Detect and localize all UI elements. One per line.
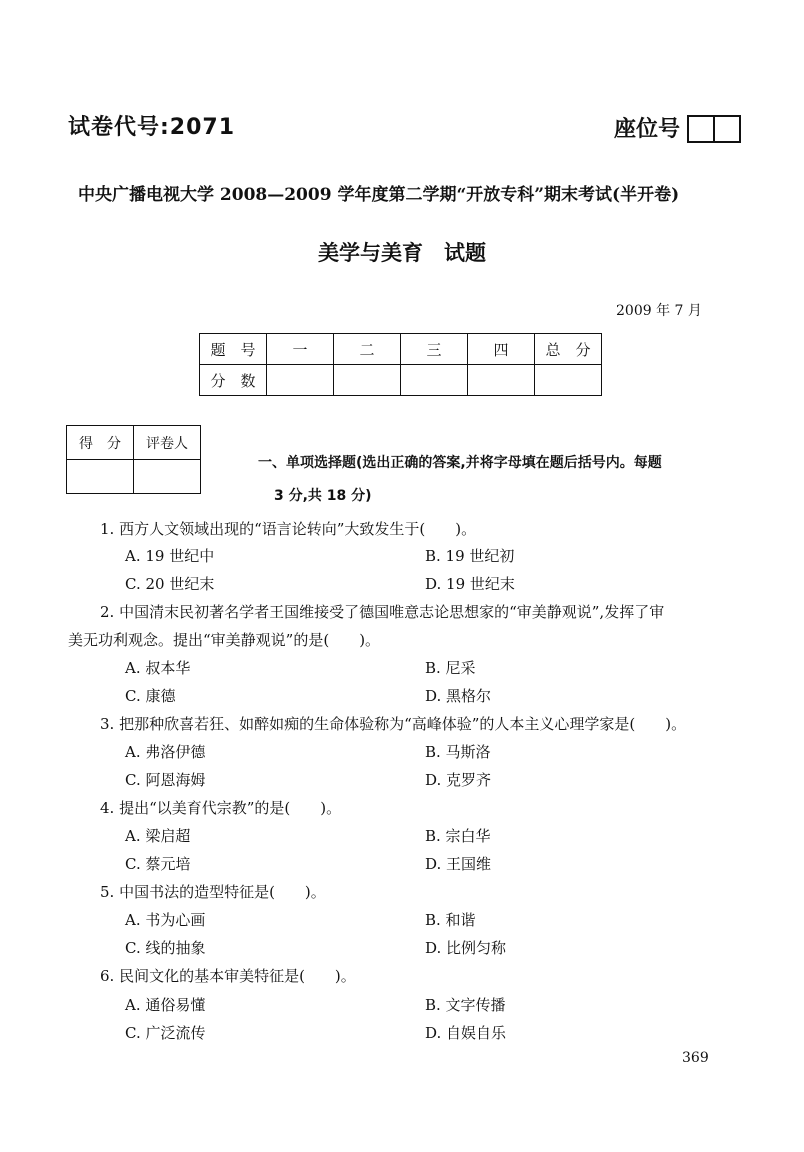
question-3-option-a: A. 弗洛伊德 <box>125 743 206 761</box>
score-header-cell: 题 号 <box>200 334 267 365</box>
question-5-option-a: A. 书为心画 <box>125 911 206 929</box>
question-2-text-line-1: 2. 中国清末民初著名学者王国维接受了德国唯意志论思想家的“审美静观说”,发挥了审 <box>100 603 665 621</box>
grader-blank-cell <box>134 460 201 494</box>
question-1-option-c: C. 20 世纪末 <box>125 575 215 593</box>
score-blank-cell <box>468 365 535 396</box>
question-6-text: 6. 民间文化的基本审美特征是( )。 <box>100 967 356 985</box>
grader-name-header: 评卷人 <box>134 426 201 460</box>
question-4-option-c: C. 蔡元培 <box>125 855 191 873</box>
question-6-option-c: C. 广泛流传 <box>125 1024 206 1042</box>
exam-description: 中央广播电视大学 2008—2009 学年度第二学期“开放专科”期末考试(半开卷) <box>78 185 680 205</box>
score-header-cell: 二 <box>334 334 401 365</box>
page-number: 369 <box>682 1050 709 1066</box>
question-3-option-b: B. 马斯洛 <box>425 743 491 761</box>
score-row-label: 分 数 <box>200 365 267 396</box>
question-5-option-b: B. 和谐 <box>425 911 476 929</box>
question-1-option-d: D. 19 世纪末 <box>425 575 515 593</box>
section-heading-line-1: 一、单项选择题(选出正确的答案,并将字母填在题后括号内。每题 <box>258 455 662 471</box>
grader-blank-row <box>67 460 201 494</box>
score-header-cell: 三 <box>401 334 468 365</box>
grader-score-header: 得 分 <box>67 426 134 460</box>
question-3-text: 3. 把那种欣喜若狂、如醉如痴的生命体验称为“高峰体验”的人本主义心理学家是( )。 <box>100 715 687 733</box>
grader-header-row <box>67 426 201 460</box>
score-header-cell: 四 <box>468 334 535 365</box>
score-blank-cell <box>401 365 468 396</box>
seat-box-1 <box>687 115 715 143</box>
score-blank-cell <box>267 365 334 396</box>
exam-title: 美学与美育 试题 <box>318 241 486 265</box>
exam-date: 2009 年 7 月 <box>616 303 702 319</box>
question-3-option-c: C. 阿恩海姆 <box>125 771 206 789</box>
question-5-option-d: D. 比例匀称 <box>425 939 507 957</box>
seat-box-2 <box>713 115 741 143</box>
question-2-option-b: B. 尼采 <box>425 659 476 677</box>
question-4-option-b: B. 宗白华 <box>425 827 491 845</box>
section-heading-line-2: 3 分,共 18 分) <box>274 488 372 504</box>
question-5-option-c: C. 线的抽象 <box>125 939 206 957</box>
score-blank-cell <box>535 365 602 396</box>
score-header-cell: 总 分 <box>535 334 602 365</box>
question-1-text: 1. 西方人文领域出现的“语言论转向”大致发生于( )。 <box>100 520 477 538</box>
question-2-text-line-2: 美无功利观念。提出“审美静观说”的是( )。 <box>68 631 381 649</box>
question-6-option-b: B. 文字传播 <box>425 996 506 1014</box>
seat-number-boxes <box>689 115 741 143</box>
question-1-option-a: A. 19 世纪中 <box>125 547 215 565</box>
question-2-option-d: D. 黑格尔 <box>425 687 492 705</box>
seat-number-label: 座位号 <box>614 117 681 142</box>
question-2-option-a: A. 叔本华 <box>125 659 191 677</box>
question-6-option-d: D. 自娱自乐 <box>425 1024 507 1042</box>
score-table-header-row <box>200 334 602 365</box>
question-3-option-d: D. 克罗齐 <box>425 771 492 789</box>
score-table <box>199 333 602 396</box>
question-1-option-b: B. 19 世纪初 <box>425 547 515 565</box>
question-6-option-a: A. 通俗易懂 <box>125 996 206 1014</box>
question-2-option-c: C. 康德 <box>125 687 176 705</box>
question-4-option-a: A. 梁启超 <box>125 827 191 845</box>
score-header-cell: 一 <box>267 334 334 365</box>
score-blank-cell <box>334 365 401 396</box>
question-4-text: 4. 提出“以美育代宗教”的是( )。 <box>100 799 342 817</box>
paper-code: 试卷代号:2071 <box>68 115 236 140</box>
question-4-option-d: D. 王国维 <box>425 855 492 873</box>
grader-blank-cell <box>67 460 134 494</box>
question-5-text: 5. 中国书法的造型特征是( )。 <box>100 883 326 901</box>
grader-table <box>66 425 201 494</box>
score-table-value-row <box>200 365 602 396</box>
